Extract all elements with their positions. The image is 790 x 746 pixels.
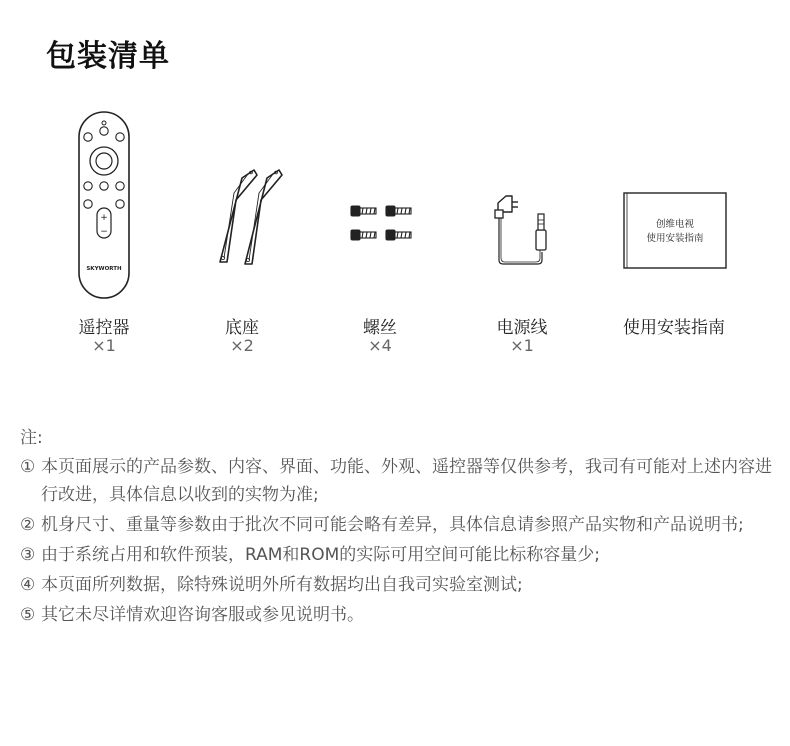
note-text: 其它未尽详情欢迎咨询客服或参见说明书。 <box>41 605 364 625</box>
item-qty: ×1 <box>92 336 116 355</box>
package-item-screws <box>310 100 450 370</box>
note-text: 本页面展示的产品参数、内容、界面、功能、外观、遥控器等仅供参考，我司有可能对上述内容进行改进，具体信息以收到的实物为准; <box>41 457 772 505</box>
note-number: ③ <box>20 545 36 565</box>
item-qty: ×2 <box>230 336 254 355</box>
item-name: 遥控器 <box>78 318 130 338</box>
stand-legs-icon <box>172 100 312 310</box>
package-item-manual <box>606 100 746 370</box>
note-text: 由于系统占用和软件预装，RAM和ROM的实际可用空间可能比标称容量少; <box>41 545 601 565</box>
svg-text:−: − <box>100 227 108 237</box>
item-name: 使用安装指南 <box>623 318 725 338</box>
package-item-power-cable <box>452 100 592 370</box>
power-cable-icon <box>452 100 592 310</box>
note-number: ④ <box>20 575 36 595</box>
booklet-line-2: 使用安装指南 <box>646 233 704 244</box>
notes-heading: 注: <box>20 428 43 448</box>
booklet-line-1: 创维电视 <box>655 219 695 230</box>
notes-section <box>20 424 780 631</box>
note-item <box>20 571 780 599</box>
package-item-stand <box>172 100 312 370</box>
remote-brand-text: SKYWORTH <box>86 266 122 272</box>
note-number: ① <box>20 457 36 477</box>
note-item <box>20 511 780 539</box>
note-text: 本页面所列数据，除特殊说明外所有数据均出自我司实验室测试; <box>41 575 523 595</box>
note-number: ② <box>20 515 36 535</box>
note-text: 机身尺寸、重量等参数由于批次不同可能会略有差异，具体信息请参照产品实物和产品说明书; <box>41 515 744 535</box>
manual-booklet-icon <box>606 100 746 310</box>
item-qty: ×4 <box>368 336 392 355</box>
package-item-remote <box>34 100 174 370</box>
note-number: ⑤ <box>20 605 36 625</box>
remote-control-icon <box>34 100 174 310</box>
screws-icon <box>310 100 450 310</box>
page-title: 包装清单 <box>46 39 170 74</box>
note-item <box>20 601 780 629</box>
item-name: 电源线 <box>496 318 548 338</box>
note-item <box>20 453 780 509</box>
item-name: 螺丝 <box>363 318 397 338</box>
note-item <box>20 541 780 569</box>
item-qty: ×1 <box>510 336 534 355</box>
item-name: 底座 <box>225 318 259 338</box>
svg-text:+: + <box>100 213 108 223</box>
